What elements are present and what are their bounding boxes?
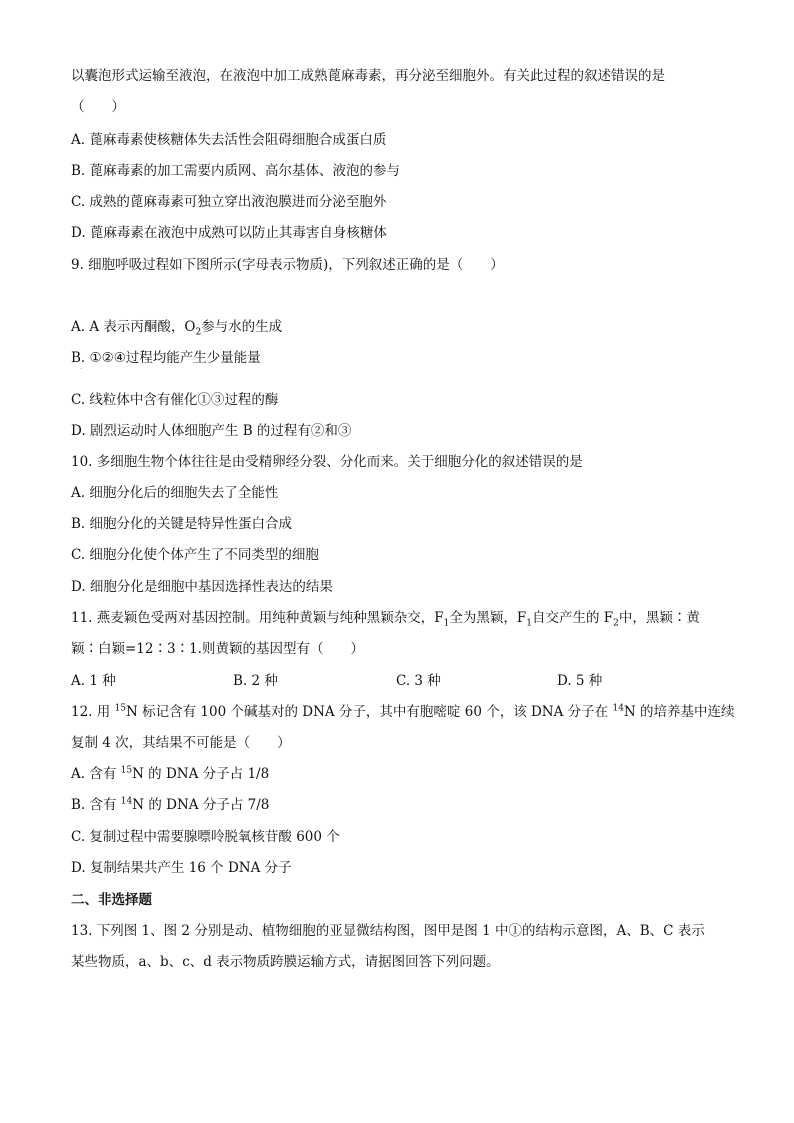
q12-option-d: D. 复制结果共产生 16 个 DNA 分子: [71, 860, 292, 876]
q12-stem-line2: 复制 4 次，其结果不可能是（ ）: [71, 735, 291, 751]
q9-option-a: A. A 表示丙酮酸，$O_2$参与水的生成: [71, 319, 283, 338]
q10-stem: 10. 多细胞生物个体往往是由受精卵经分裂、分化而来。关于细胞分化的叙述错误的是: [71, 454, 583, 470]
q10-option-c: C. 细胞分化使个体产生了不同类型的细胞: [71, 547, 319, 563]
q12-option-c: C. 复制过程中需要腺嘌呤脱氧核苷酸 600 个: [71, 829, 340, 845]
q12-option-a: A. 含有 $^{15}$N 的 DNA 分子占 1/8: [71, 765, 270, 782]
q8-stem-tail: 以囊泡形式运输至液泡，在液泡中加工成熟蓖麻毒素，再分泌至细胞外。有关此过程的叙述错误的是: [71, 68, 665, 84]
q11-option-b: B. 2 种: [233, 673, 278, 689]
q11-stem-line2: 颖∶白颖=12∶3∶1.则黄颖的基因型有（ ）: [71, 641, 364, 657]
q8-option-b: B. 蓖麻毒素的加工需要内质网、高尔基体、液泡的参与: [71, 163, 401, 179]
q10-option-b: B. 细胞分化的关键是特异性蛋白合成: [71, 516, 293, 532]
q8-option-a: A. 蓖麻毒素使核糖体失去活性会阻碍细胞合成蛋白质: [71, 132, 387, 148]
q9-stem: 9. 细胞呼吸过程如下图所示(字母表示物质)，下列叙述正确的是（ ）: [71, 257, 504, 273]
q9-option-d: D. 剧烈运动时人体细胞产生 B 的过程有②和③: [71, 423, 352, 439]
q13-stem-line2: 某些物质，a、b、c、d 表示物质跨膜运输方式，请据图回答下列问题。: [71, 954, 500, 970]
q9-option-c: C. 线粒体中含有催化①③过程的酶: [71, 392, 279, 408]
stray-dot: ·: [80, 366, 82, 373]
q13-stem-line1: 13. 下列图 1、图 2 分别是动、植物细胞的亚显微结构图，图甲是图 1 中①的结构示意图，A、B、C 表示: [71, 923, 705, 939]
q11-option-d: D. 5 种: [557, 673, 603, 689]
q8-answer-paren: （ ）: [71, 99, 125, 115]
q10-option-a: A. 细胞分化后的细胞失去了全能性: [71, 485, 279, 501]
q10-option-d: D. 细胞分化是细胞中基因选择性表达的结果: [71, 579, 333, 595]
q11-option-a: A. 1 种: [71, 673, 116, 689]
q11-option-c: C. 3 种: [396, 673, 441, 689]
q11-stem-line1: 11. 燕麦颖色受两对基因控制。用纯种黄颖与纯种黑颖杂交，$F_1$全为黑颖，$F_1$自交产生的 $F_2$中，黑颖∶黄: [71, 610, 700, 629]
q8-option-d: D. 蓖麻毒素在液泡中成熟可以防止其毒害自身核糖体: [71, 225, 387, 241]
q12-stem-line1: 12. 用 $^{15}$N 标记含有 100 个碱基对的 DNA 分子，其中有胞嘧啶 60 个，该 DNA 分子在 $^{14}$N 的培养基中连续: [71, 703, 735, 720]
q8-option-c: C. 成熟的蓖麻毒素可独立穿出液泡膜进而分泌至胞外: [71, 194, 387, 210]
section-heading-non-choice: 二、非选择题: [71, 892, 152, 908]
q9-option-b: B. ①②④过程均能产生少量能量: [71, 350, 261, 366]
q12-option-b: B. 含有 $^{14}$N 的 DNA 分子占 7/8: [71, 796, 270, 813]
